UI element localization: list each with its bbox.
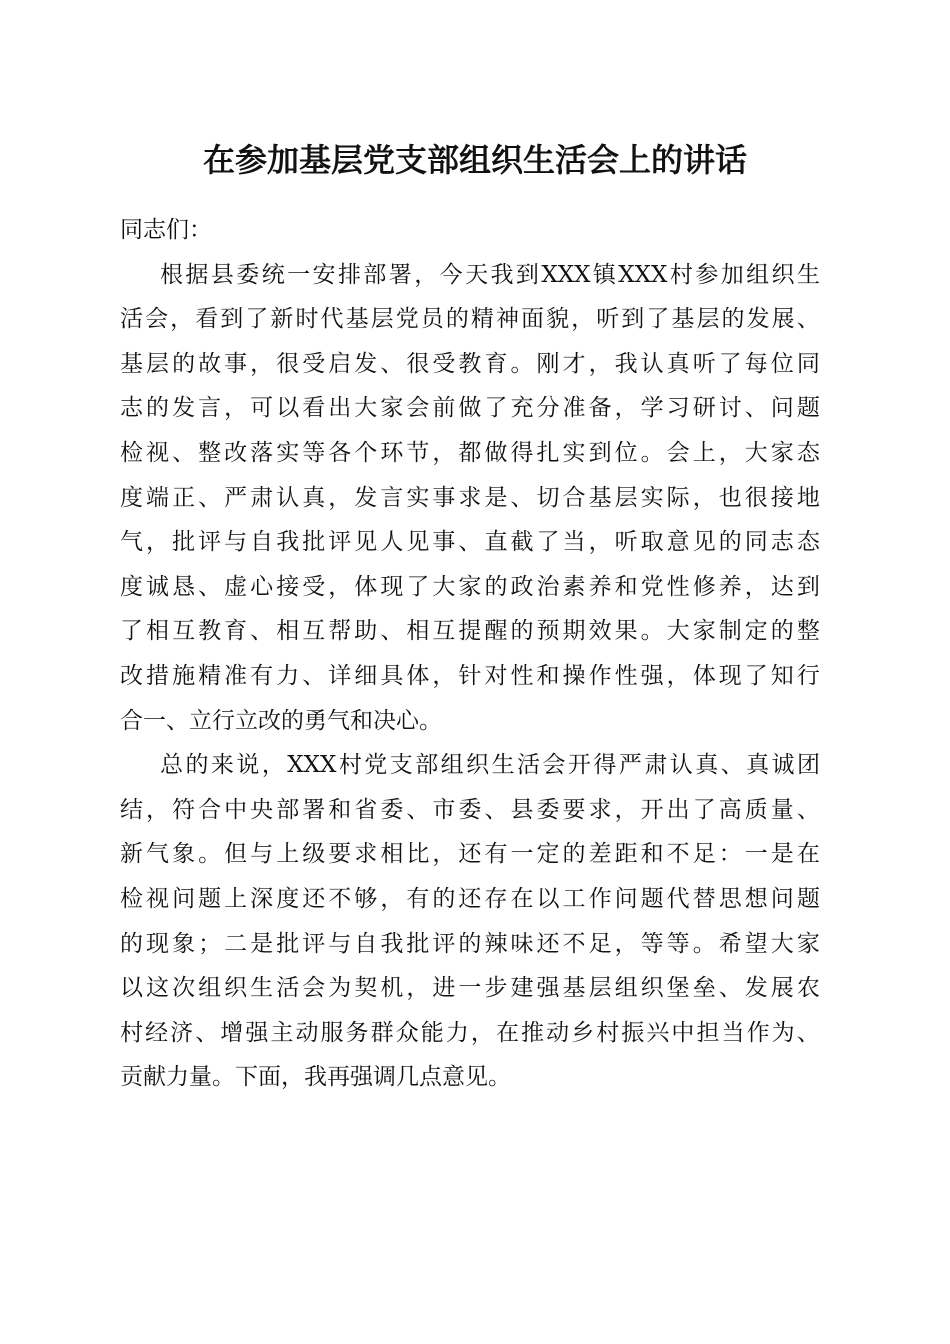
document-title: 在参加基层党支部组织生活会上的讲话 [202, 141, 747, 179]
paragraph-line: 贡献力量。下面，我再强调几点意见。 [120, 1064, 511, 1091]
paragraph-line: 根 据 县 委 统 一 安 排 部 署 ， 今 天 我 到 XXX 镇 XXX 村 参 加 组 织 生 [160, 261, 820, 288]
paragraph-line: 活 会 ， 看 到 了 新 时 代 基 层 党 员 的 精 神 面 貌 ， 听 到 了 基 层 的 发 展 、 [120, 306, 820, 333]
paragraph-1 [120, 253, 820, 744]
paragraph-line: 检 视 、 整 改 落 实 等 各 个 环 节 ， 都 做 得 扎 实 到 位 。 会 上 ， 大 家 态 [120, 439, 820, 466]
paragraph-line: 了 相 互 教 育 、 相 互 帮 助 、 相 互 提 醒 的 预 期 效 果 。 大 家 制 定 的 整 [120, 618, 820, 645]
paragraph-line: 合一、立行立改的勇气和决心。 [120, 707, 442, 734]
paragraph-line: 以 这 次 组 织 生 活 会 为 契 机 ， 进 一 步 建 强 基 层 组 织 堡 垒 、 发 展 农 [120, 975, 820, 1002]
salutation: 同志们： [120, 217, 212, 243]
paragraph-line: 的 现 象 ； 二 是 批 评 与 自 我 批 评 的 辣 味 还 不 足 ， 等 等 。 希 望 大 家 [120, 930, 820, 957]
paragraph-line: 度 诚 恳 、 虚 心 接 受 ， 体 现 了 大 家 的 政 治 素 养 和 党 性 修 养 ， 达 到 [120, 573, 820, 600]
paragraph-line: 基 层 的 故 事 ， 很 受 启 发 、 很 受 教 育 。 刚 才 ， 我 认 真 听 了 每 位 同 [120, 350, 820, 377]
paragraph-line: 结 ， 符 合 中 央 部 署 和 省 委 、 市 委 、 县 委 要 求 ， 开 出 了 高 质 量 、 [120, 796, 820, 823]
paragraph-line: 检 视 问 题 上 深 度 还 不 够 ， 有 的 还 存 在 以 工 作 问 题 代 替 思 想 问 题 [120, 885, 820, 912]
paragraph-line: 气 ， 批 评 与 自 我 批 评 见 人 见 事 、 直 截 了 当 ， 听 取 意 见 的 同 志 态 [120, 529, 820, 556]
paragraph-line: 总 的 来 说 ， XXX 村 党 支 部 组 织 生 活 会 开 得 严 肃 认 真 、 真 诚 团 [160, 752, 820, 779]
paragraph-line: 度 端 正 、 严 肃 认 真 ， 发 言 实 事 求 是 、 切 合 基 层 实 际 ， 也 很 接 地 [120, 484, 820, 511]
document-body [120, 208, 820, 1100]
paragraph-line: 改 措 施 精 准 有 力 、 详 细 具 体 ， 针 对 性 和 操 作 性 强 ， 体 现 了 知 行 [120, 662, 820, 689]
paragraph-line: 志 的 发 言 ， 可 以 看 出 大 家 会 前 做 了 充 分 准 备 ， 学 习 研 讨 、 问 题 [120, 395, 820, 422]
paragraph-line: 村 经 济 、 增 强 主 动 服 务 群 众 能 力 ， 在 推 动 乡 村 振 兴 中 担 当 作 为 、 [120, 1019, 820, 1046]
paragraph-line: 新 气 象 。 但 与 上 级 要 求 相 比 ， 还 有 一 定 的 差 距 和 不 足 ： 一 是 在 [120, 841, 820, 868]
paragraph-2 [120, 743, 820, 1100]
